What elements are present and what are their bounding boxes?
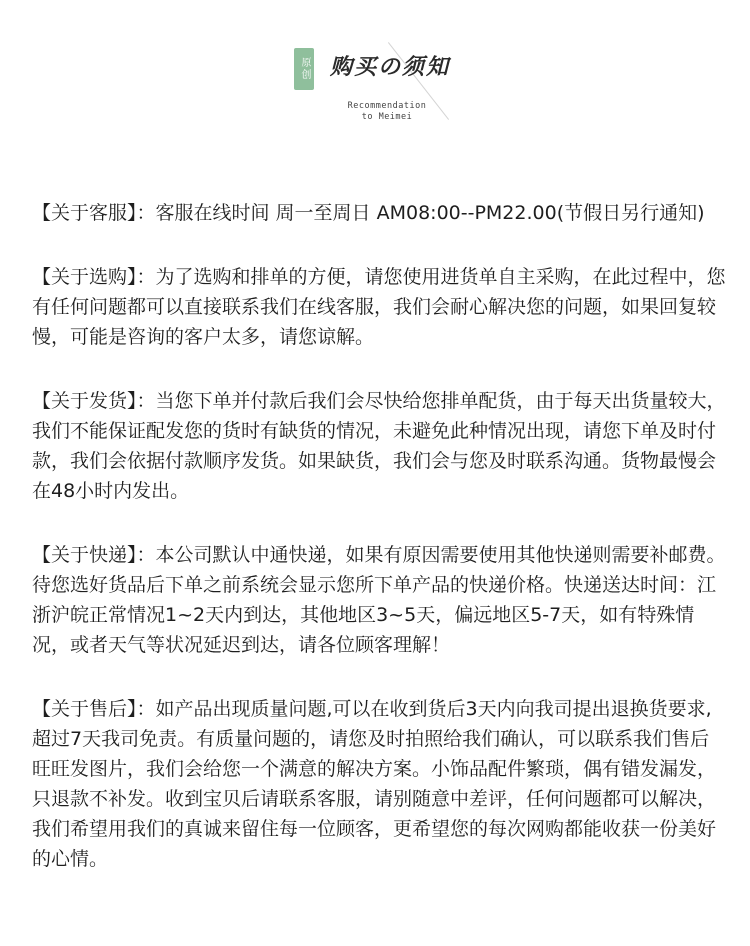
section-body: 为了选购和排单的方便，请您使用进货单自主采购，在此过程中，您有任何问题都可以直接联系我们在线客服，我们会耐心解决您的问题，如果回复较慢，可能是咨询的客户太多，请您谅解。 [32,266,726,348]
section-shipping [32,386,726,506]
section-heading: 【关于客服】： [32,202,156,224]
section-customer-service [32,198,726,228]
subtitle-line-2: to Meimei [361,112,413,122]
section-express [32,540,726,660]
section-body: 如产品出现质量问题,可以在收到货后3天内向我司提出退换货要求,超过7天我司免责。有质量问题的，请您及时拍照给我们确认，可以联系我们售后旺旺发图片，我们会给您一个满意的解决方案。小饰品配件繁琐，偶有错发漏发，只退款不补发。收到宝贝后请联系客服，请别随意中差评，任何问题都可以解决，我们希望用我们的真诚来留住每一位顾客，更希望您的每次网购都能收获一份美好的心情。 [32,698,717,870]
section-body: 客服在线时间 周一至周日 AM08:00--PM22.00(节假日另行通知) [155,202,705,224]
subtitle-line-1: Recommendation [347,101,427,111]
section-heading: 【关于发货】： [32,390,156,412]
notice-content [32,198,726,908]
original-badge-label: 原创 [299,57,310,81]
section-body: 本公司默认中通快递，如果有原因需要使用其他快递则需要补邮费。待您选好货品后下单之前系统会显示您所下单产品的快递价格。快递送达时间：江浙沪皖正常情况1~2天内到达，其他地区3~5天，偏远地区5-7天，如有特殊情况，或者天气等状况延迟到达，请各位顾客理解！ [32,544,726,656]
section-after-sales [32,694,726,874]
page-header [0,0,750,140]
original-badge [294,48,314,90]
page-title: 购买の须知 [330,54,451,80]
section-body: 当您下单并付款后我们会尽快给您排单配货，由于每天出货量较大，我们不能保证配发您的货时有缺货的情况，未避免此种情况出现，请您下单及时付款，我们会依据付款顺序发货。如果缺货，我们会与您及时联系沟通。货物最慢会在48小时内发出。 [32,390,726,502]
section-purchasing [32,262,726,352]
section-heading: 【关于快递】： [32,544,156,566]
page-subtitle [312,101,462,123]
section-heading: 【关于售后】： [32,698,156,720]
section-heading: 【关于选购】： [32,266,156,288]
